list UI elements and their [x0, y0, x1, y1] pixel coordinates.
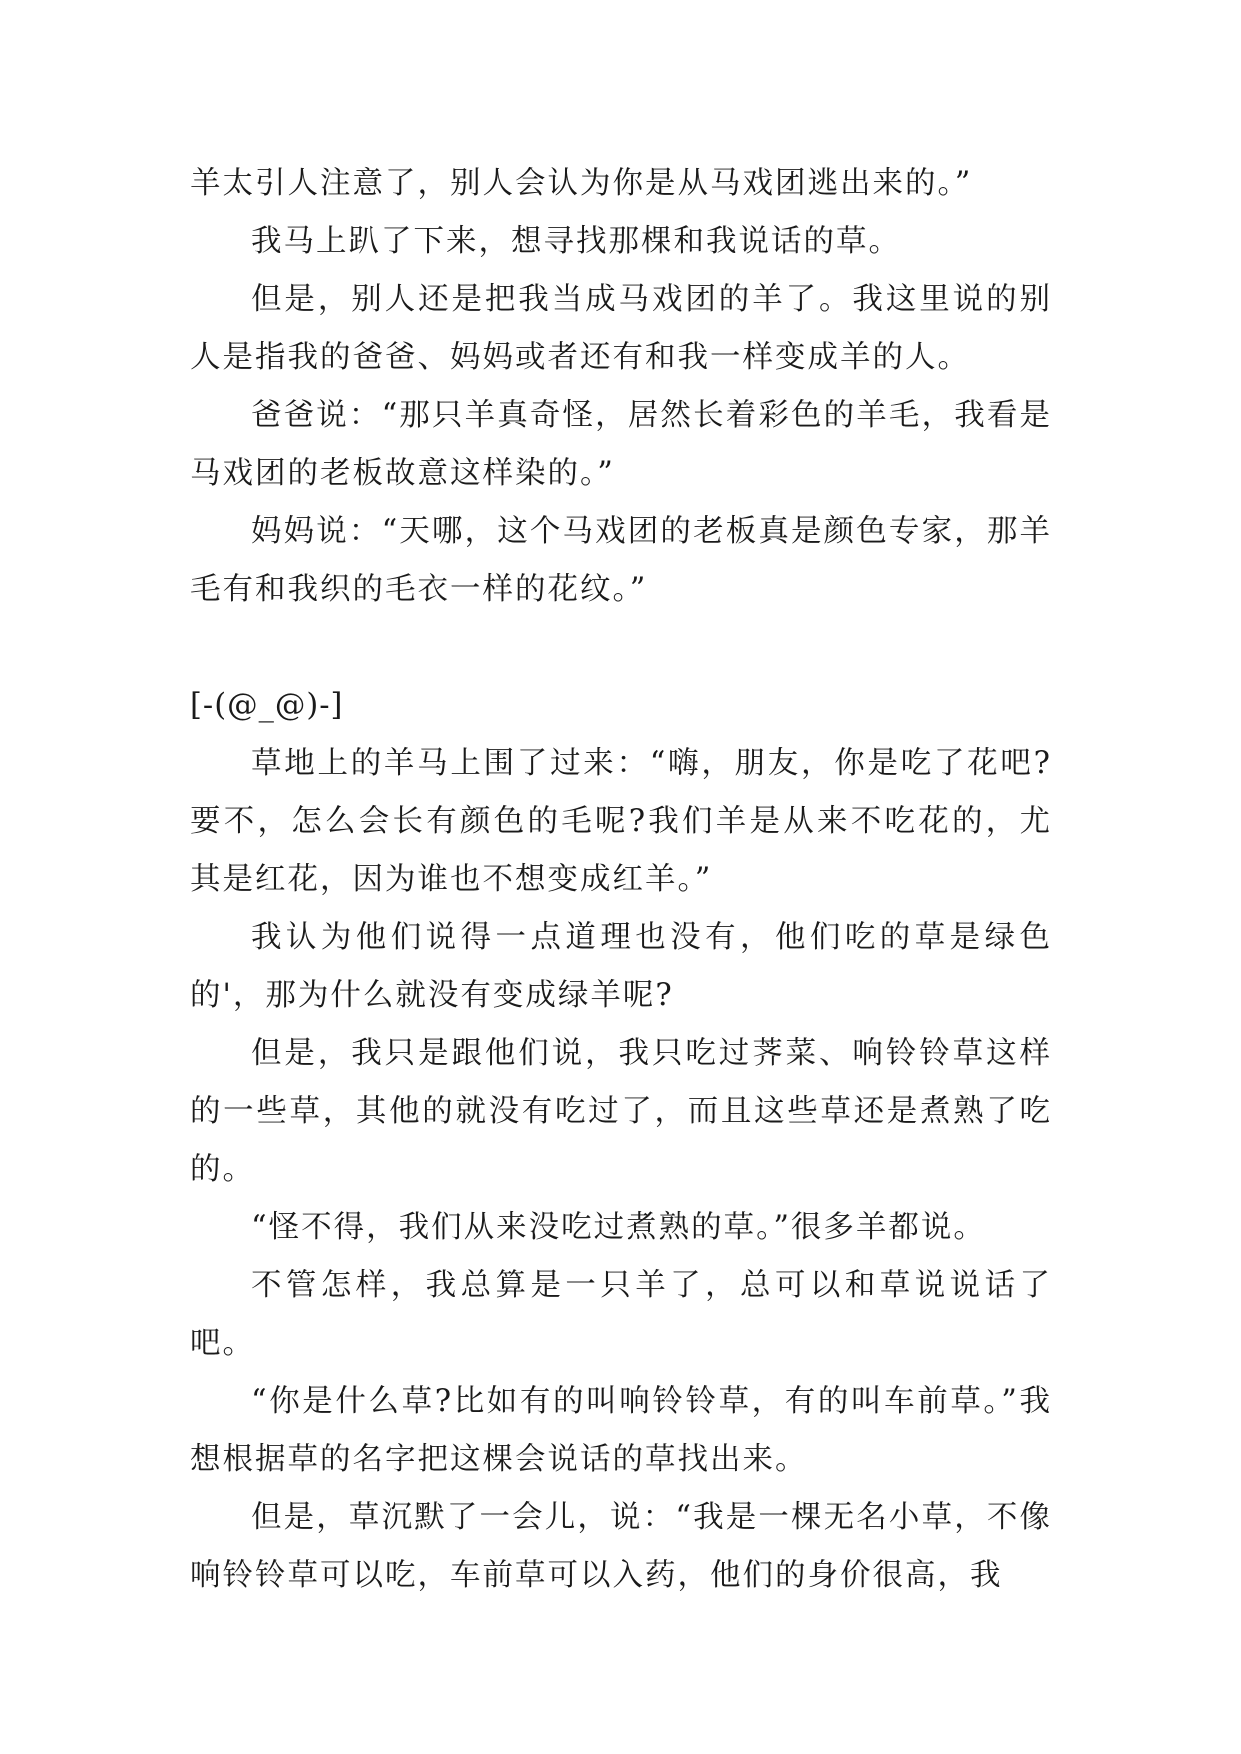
paragraph: 妈妈说：“天哪，这个马戏团的老板真是颜色专家，那羊毛有和我织的毛衣一样的花纹。”: [190, 514, 1052, 607]
section-mark: [-(@_@)-]: [190, 688, 344, 723]
paragraph: “你是什么草?比如有的叫响铃铃草，有的叫车前草。”我想根据草的名字把这棵会说话的草找出来。: [190, 1384, 1052, 1477]
paragraph: 但是，我只是跟他们说，我只吃过荠菜、响铃铃草这样的一些草，其他的就没有吃过了，而且这些草还是煮熟了吃的。: [190, 1036, 1052, 1187]
paragraph: 但是，草沉默了一会儿，说：“我是一棵无名小草，不像响铃铃草可以吃，车前草可以入药，他们的身价很高，我: [190, 1500, 1052, 1593]
paragraph-continuation: 羊太引人注意了，别人会认为你是从马戏团逃出来的。”: [190, 166, 973, 201]
paragraph: “怪不得，我们从来没吃过煮熟的草。”很多羊都说。: [251, 1210, 986, 1245]
paragraph: 草地上的羊马上围了过来：“嗨，朋友，你是吃了花吧?要不，怎么会长有颜色的毛呢?我们羊是从来不吃花的，尤其是红花，因为谁也不想变成红羊。”: [190, 746, 1052, 897]
paragraph: 爸爸说：“那只羊真奇怪，居然长着彩色的羊毛，我看是马戏团的老板故意这样染的。”: [190, 398, 1052, 491]
paragraph: 我马上趴了下来，想寻找那棵和我说话的草。: [251, 224, 901, 259]
paragraph: 但是，别人还是把我当成马戏团的羊了。我这里说的别人是指我的爸爸、妈妈或者还有和我一样变成羊的人。: [190, 282, 1052, 375]
document-page: [190, 155, 1052, 1605]
paragraph: 我认为他们说得一点道理也没有，他们吃的草是绿色的'，那为什么就没有变成绿羊呢?: [190, 920, 1052, 1013]
paragraph: 不管怎样，我总算是一只羊了，总可以和草说说话了吧。: [190, 1268, 1052, 1361]
